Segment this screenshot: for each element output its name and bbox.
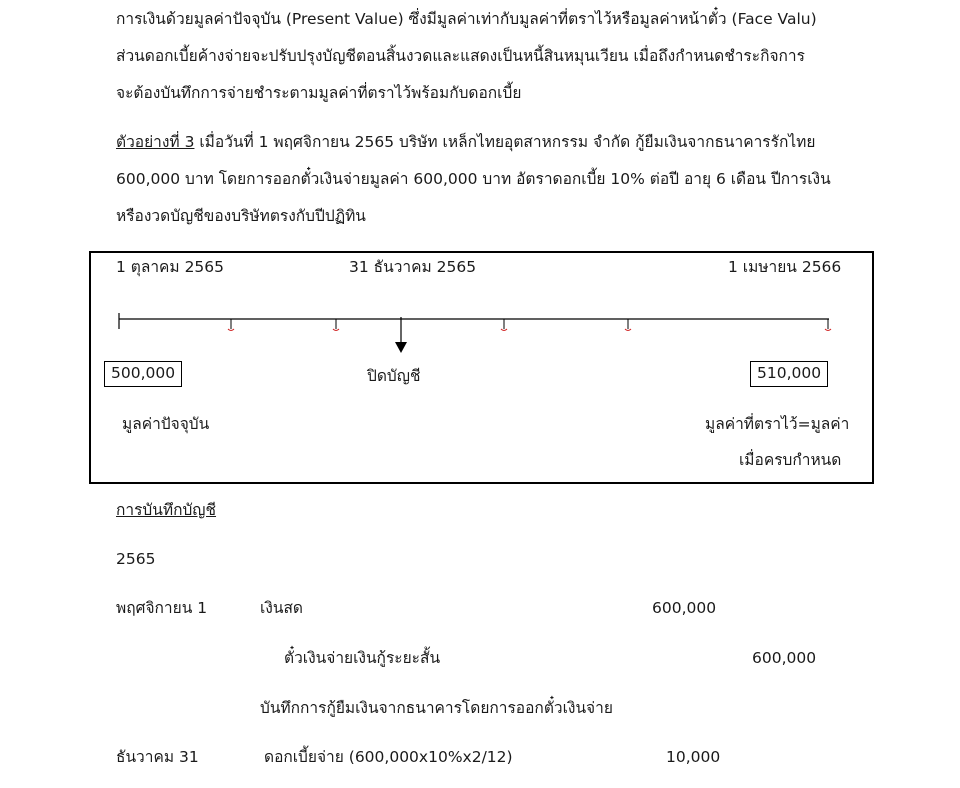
timeline-diagram (89, 251, 874, 484)
timeline-tick-mark (825, 329, 831, 331)
timeline-tick-mark (501, 329, 507, 331)
entry-1-debit-amount: 600,000 (652, 599, 717, 617)
timeline-tick-mark (333, 329, 339, 331)
present-value-label: มูลค่าปัจจุบัน (122, 415, 210, 433)
value-start-box: 500,000 (104, 361, 182, 387)
entry-1-credit-amount: 600,000 (752, 649, 817, 667)
example-label: ตัวอย่างที่ 3 (116, 133, 195, 151)
entry-2-debit-account: ดอกเบี้ยจ่าย (600,000x10%x2/12) (264, 748, 513, 766)
close-arrow-head (395, 342, 407, 353)
timeline-tick-marks (228, 329, 831, 331)
value-end-box: 510,000 (750, 361, 828, 387)
intro-line-1: การเงินด้วยมูลค่าปัจจุบัน (Present Value) ซึ่งมีมูลค่าเท่ากับมูลค่าที่ตราไว้หรือมูลค่าหน้าตั๋ว (Face Valu) (116, 10, 817, 28)
timeline-tick-mark (625, 329, 631, 331)
intro-line-3: จะต้องบันทึกการจ่ายชำระตามมูลค่าที่ตราไว้พร้อมกับดอกเบี้ย (116, 84, 522, 102)
journal-year: 2565 (116, 550, 156, 568)
entry-2-date: ธันวาคม 31 (116, 748, 199, 766)
entry-2-debit-amount: 10,000 (666, 748, 721, 766)
timeline-tick-mark (228, 329, 234, 331)
timeline-tick-months (231, 319, 828, 329)
example-line-1 (116, 135, 815, 151)
face-value-label-1: มูลค่าที่ตราไว้=มูลค่า (705, 415, 850, 433)
example-line-1-rest: เมื่อวันที่ 1 พฤศจิกายน 2565 บริษัท เหล็กไทยอุตสาหกรรม จำกัด กู้ยืมเงินจากธนาคารรักไทย (194, 133, 816, 151)
intro-line-2: ส่วนดอกเบี้ยค้างจ่ายจะปรับปรุงบัญชีตอนสิ้นงวดและแสดงเป็นหนี้สินหมุนเวียน เมื่อถึงกำหนดชำระกิจการ (116, 47, 805, 65)
close-label: ปิดบัญชี (367, 367, 421, 385)
journal-heading: การบันทึกบัญชี (116, 501, 217, 519)
entry-1-debit-account: เงินสด (260, 599, 303, 617)
example-line-3: หรืองวดบัญชีของบริษัทตรงกับปีปฏิทิน (116, 207, 366, 225)
entry-1-credit-account: ตั๋วเงินจ่ายเงินกู้ระยะสั้น (284, 649, 441, 667)
example-line-2: 600,000 บาท โดยการออกตั๋วเงินจ่ายมูลค่า 600,000 บาท อัตราดอกเบี้ย 10% ต่อปี อายุ 6 เดือน ปีการเงิน (116, 170, 831, 188)
entry-1-note: บันทึกการกู้ยืมเงินจากธนาคารโดยการออกตั๋วเงินจ่าย (260, 699, 613, 717)
timeline-date-start: 1 ตุลาคม 2565 (116, 258, 225, 276)
timeline-date-end: 1 เมษายน 2566 (728, 258, 842, 276)
face-value-label-2: เมื่อครบกำหนด (739, 451, 842, 469)
timeline-date-mid: 31 ธันวาคม 2565 (349, 258, 477, 276)
entry-1-date: พฤศจิกายน 1 (116, 599, 208, 617)
